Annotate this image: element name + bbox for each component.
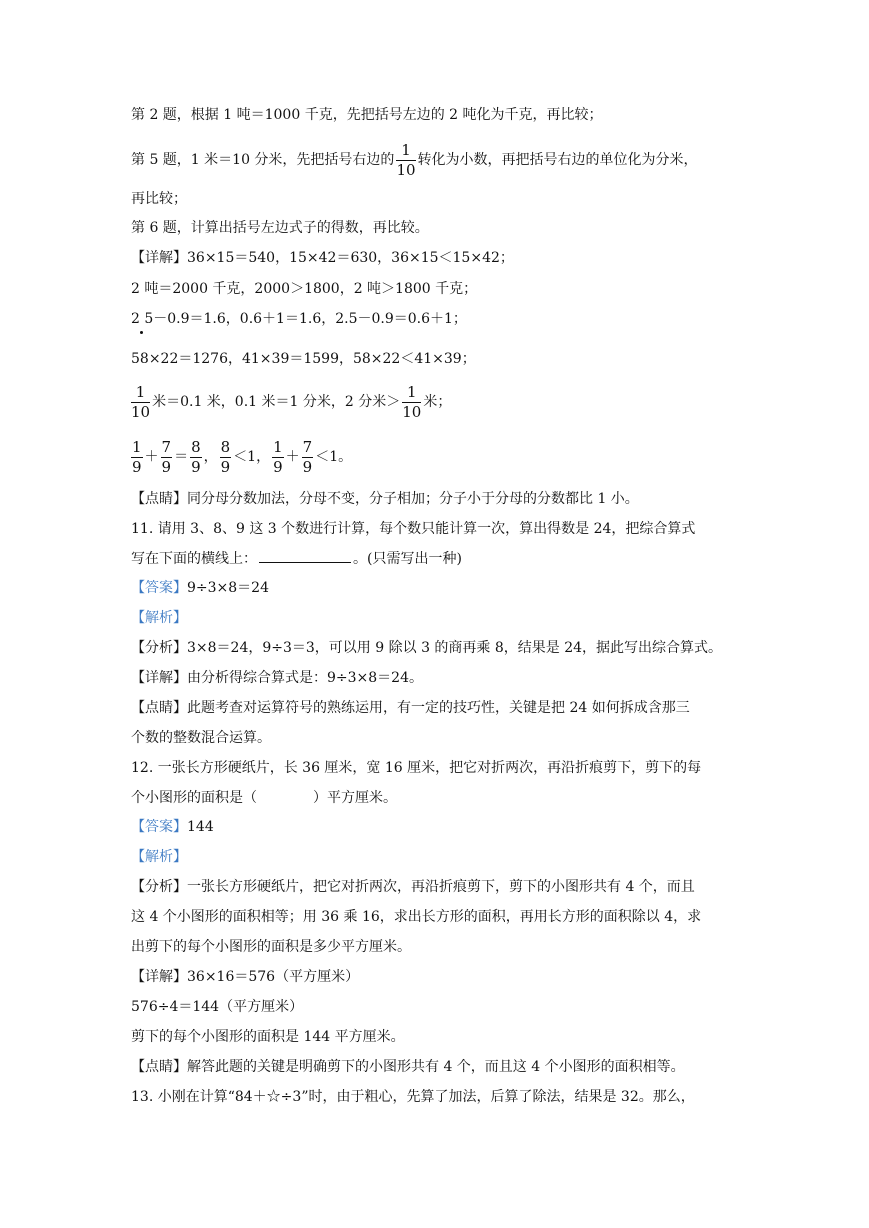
decimal-point-mark (140, 331, 143, 334)
less-than-one: ＜1， (233, 449, 271, 465)
text-line: 第 6 题，计算出括号左边式子的得数，再比较。 (131, 220, 429, 236)
text-line: 58×22＝1276，41×39＝1599，58×22＜41×39； (131, 351, 476, 367)
fraction-expression-line (131, 435, 352, 479)
text-line: 剪下的每个小图形的面积是 144 平方厘米。 (131, 1029, 405, 1045)
text-line: 【点睛】此题考查对运算符号的熟练运用，有一定的技巧性，关键是把 24 如何拆成含那三 (131, 700, 690, 716)
fraction-seven-ninths: $\frac{7}{9}$ (161, 437, 172, 476)
fraction-one-tenth: $\frac{1}{10}$ (396, 140, 416, 179)
plus-sign: ＋ (285, 449, 300, 465)
answer-tag: 【答案】 (131, 819, 187, 835)
text-segment: 。(只需写出一种) (353, 551, 462, 567)
analysis-tag: 【解析】 (131, 849, 187, 865)
fraction-eight-ninths: $\frac{8}{9}$ (220, 437, 231, 476)
text-line: 【详解】由分析得综合算式是：9÷3×8＝24。 (131, 670, 423, 686)
equals-sign: ＝ (174, 449, 189, 465)
answer-tag: 【答案】 (131, 580, 187, 596)
comma: ， (203, 449, 218, 465)
text-segment: 米＝0.1 米，0.1 米＝1 分米，2 分米＞ (152, 394, 401, 410)
fraction-one-tenth: $\frac{1}{10}$ (131, 382, 151, 421)
text-line: 576÷4＝144（平方厘米） (131, 999, 304, 1015)
text-line-with-fraction (131, 380, 451, 424)
text-line: 第 2 题，根据 1 吨＝1000 千克，先把括号左边的 2 吨化为千克，再比较； (131, 107, 603, 123)
fraction-one-ninth: $\frac{1}{9}$ (132, 437, 142, 476)
text-line: 出剪下的每个小图形的面积是多少平方厘米。 (131, 939, 411, 955)
question-11: 11. 请用 3、8、9 这 3 个数进行计算，每个数只能计算一次，算出得数是 24，把综合算式 (131, 521, 696, 537)
text-line: 个小图形的面积是（ ）平方厘米。 (131, 790, 397, 806)
fraction-eight-ninths: $\frac{8}{9}$ (191, 437, 201, 476)
text-line-with-fraction (131, 138, 698, 182)
text-line: 2 5－0.9＝1.6，0.6＋1＝1.6，2.5－0.9＝0.6＋1； (131, 311, 467, 327)
text-line: 【点睛】解答此题的关键是明确剪下的小图形共有 4 个，而且这 4 个小图形的面积相等。 (131, 1059, 685, 1075)
text-line: 【详解】36×16＝576（平方厘米） (131, 969, 360, 985)
text-segment: 写在下面的横线上： (131, 551, 257, 567)
fraction-seven-ninths: $\frac{7}{9}$ (302, 437, 313, 476)
analysis-tag: 【解析】 (131, 610, 187, 626)
text-line: 2 吨＝2000 千克，2000＞1800，2 吨＞1800 千克； (131, 281, 478, 297)
fraction-one-ninth: $\frac{1}{9}$ (273, 437, 283, 476)
text-line: 【详解】36×15＝540，15×42＝630，36×15＜15×42； (131, 250, 514, 266)
text-segment: 第 5 题，1 米＝10 分米，先把括号右边的 (131, 152, 395, 168)
text-line: 【分析】一张长方形硬纸片，把它对折两次，再沿折痕剪下，剪下的小图形共有 4 个，而且 (131, 879, 695, 895)
answer-value: 144 (187, 819, 214, 835)
answer-blank (259, 548, 351, 563)
text-line (131, 548, 462, 569)
text-segment: 米； (423, 394, 452, 410)
question-12: 12. 一张长方形硬纸片，长 36 厘米，宽 16 厘米，把它对折两次，再沿折痕剪下，剪下的每 (131, 760, 702, 776)
text-line: 这 4 个小图形的面积相等；用 36 乘 16，求出长方形的面积，再用长方形的面积除以 4，求 (131, 909, 702, 925)
answer-value: 9÷3×8＝24 (187, 580, 269, 596)
answer-line (131, 578, 269, 598)
fraction-one-tenth: $\frac{1}{10}$ (402, 382, 422, 421)
text-segment: 转化为小数，再把括号右边的单位化为分米， (417, 152, 698, 168)
answer-line (131, 817, 214, 837)
text-line: 个数的整数混合运算。 (131, 730, 271, 746)
text-line: 【分析】3×8＝24，9÷3＝3，可以用 9 除以 3 的商再乘 8，结果是 24，据此写出综合算式。 (131, 640, 723, 656)
less-than-one-end: ＜1。 (315, 449, 353, 465)
question-13: 13. 小刚在计算“84＋☆÷3”时，由于粗心，先算了加法，后算了除法，结果是 32。那么， (131, 1089, 695, 1105)
text-line: 【点睛】同分母分数加法，分母不变，分子相加；分子小于分母的分数都比 1 小。 (131, 491, 639, 507)
text-line: 再比较； (131, 191, 187, 207)
plus-sign: ＋ (144, 449, 159, 465)
